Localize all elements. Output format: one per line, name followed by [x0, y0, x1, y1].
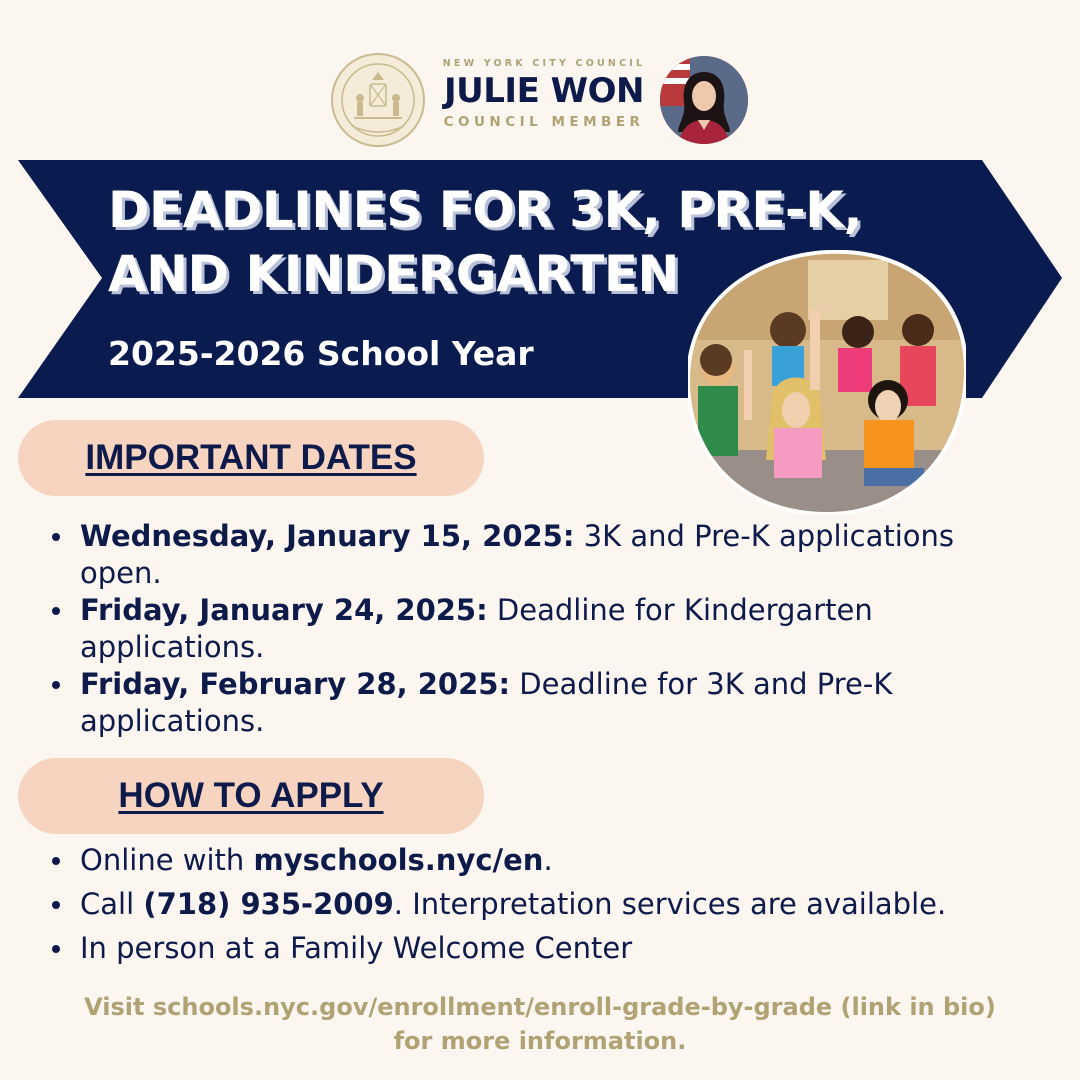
list-item — [48, 666, 1018, 740]
children-classroom-photo — [688, 250, 966, 514]
important-dates-heading-pill — [18, 420, 484, 496]
school-year-subtitle: 2025-2026 School Year — [108, 334, 534, 373]
list-item — [48, 886, 1048, 923]
apply-call-text: Call — [80, 887, 144, 921]
how-to-apply-heading-pill — [18, 758, 484, 834]
title-line-1: DEADLINES FOR 3K, PRE-K, — [108, 181, 863, 239]
council-member-wordmark — [434, 58, 654, 130]
footer-line-1[interactable]: Visit schools.nyc.gov/enrollment/enroll-grade-by-grade (link in bio) — [84, 993, 996, 1021]
date-label: Friday, January 24, 2025: — [80, 593, 488, 627]
list-item — [48, 592, 1018, 666]
apply-online-suffix: . — [543, 843, 553, 877]
avatar — [660, 56, 748, 144]
nyc-seal-icon — [330, 52, 426, 148]
footer-note — [30, 990, 1050, 1058]
header — [0, 0, 1080, 160]
list-item — [48, 930, 1048, 967]
footer-line-2: for more information. — [393, 1027, 687, 1055]
list-item — [48, 518, 1018, 592]
apply-in-person-text: In person at a Family Welcome Center — [80, 931, 633, 965]
date-description: Deadline for Kindergarten applications. — [80, 593, 873, 664]
date-label: Friday, February 28, 2025: — [80, 667, 511, 701]
important-dates-list — [48, 518, 1018, 740]
how-to-apply-list — [48, 842, 1048, 974]
how-to-apply-heading: HOW TO APPLY — [118, 776, 384, 815]
apply-online-text: Online with — [80, 843, 254, 877]
date-description: Deadline for 3K and Pre-K applications. — [80, 667, 893, 738]
phone-number[interactable]: (718) 935-2009 — [143, 887, 394, 921]
member-role: COUNCIL MEMBER — [443, 114, 645, 130]
date-description: 3K and Pre-K applications open. — [80, 519, 955, 590]
member-name: JULIE WON — [444, 71, 644, 111]
date-label: Wednesday, January 15, 2025: — [80, 519, 575, 553]
list-item — [48, 842, 1048, 879]
org-name: NEW YORK CITY COUNCIL — [442, 58, 646, 69]
apply-call-suffix: . Interpretation services are available. — [393, 887, 947, 921]
title-line-2: AND KINDERGARTEN — [108, 245, 679, 303]
important-dates-heading: IMPORTANT DATES — [85, 438, 417, 477]
portrait-image — [660, 56, 748, 144]
myschools-link[interactable]: myschools.nyc/en — [253, 843, 544, 877]
